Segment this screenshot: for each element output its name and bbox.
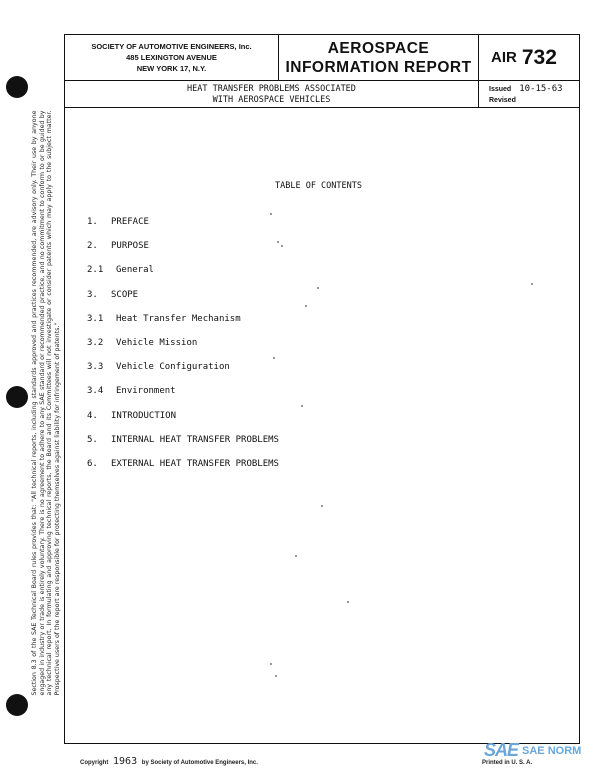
toc-item bbox=[87, 314, 279, 338]
toc-item bbox=[87, 386, 279, 410]
revised-label: Revised bbox=[489, 97, 516, 104]
scan-speck bbox=[321, 505, 323, 507]
toc-item-number: 3. bbox=[87, 289, 98, 300]
toc-item-number: 3.2 bbox=[87, 337, 104, 348]
publisher-street: 485 LEXINGTON AVENUE bbox=[126, 53, 217, 62]
toc-item bbox=[87, 362, 279, 386]
copyright-label: Copyright bbox=[80, 760, 109, 766]
toc-item-number: 5. bbox=[87, 434, 98, 445]
toc-list bbox=[87, 217, 279, 483]
report-number: 732 bbox=[521, 45, 557, 69]
toc-item-number: 4. bbox=[87, 410, 98, 421]
copyright-year: 1963 bbox=[113, 756, 138, 767]
document-frame bbox=[64, 34, 580, 744]
sae-logo-icon: SAE bbox=[484, 740, 519, 760]
toc-item-label: Vehicle Configuration bbox=[116, 362, 230, 373]
toc-item-label: General bbox=[116, 265, 154, 276]
toc-item-label: EXTERNAL HEAT TRANSFER PROBLEMS bbox=[111, 458, 279, 469]
scan-speck bbox=[281, 245, 283, 247]
scan-speck bbox=[301, 405, 303, 407]
toc-title: TABLE OF CONTENTS bbox=[275, 181, 362, 191]
watermark-text: SAE NORM bbox=[522, 744, 582, 757]
toc-item-number: 3.3 bbox=[87, 362, 104, 373]
report-title-line1: HEAT TRANSFER PROBLEMS ASSOCIATED bbox=[187, 84, 356, 94]
issued-date: 10-15-63 bbox=[519, 84, 563, 94]
report-prefix: AIR bbox=[491, 49, 517, 66]
issue-dates bbox=[479, 81, 579, 108]
disclaimer-text: Section 8.3 of the SAE Technical Board rules provides that: "All technical reports, including standards approved and practices recommended, are advisory only. Their use by anyone engaged in industry or trade is entirely voluntary. There is no agreement to adhere to any SAE standard or recommended practice, and no commitment to conform to or be guided by any technical report. In formulating and approving technical reports, the Board and its Committees will not investigate or consider patents which may apply to the subject matter. Prospective users of the report are responsible for protecting themselves against liability for infringement of patents." bbox=[30, 110, 61, 696]
report-type-line2: INFORMATION REPORT bbox=[285, 59, 472, 76]
report-title bbox=[65, 81, 479, 108]
printed-in: Printed in U. S. A. bbox=[482, 760, 533, 766]
toc-item-number: 1. bbox=[87, 217, 98, 227]
sae-norm-watermark bbox=[484, 740, 581, 761]
toc-item-label: PURPOSE bbox=[111, 241, 149, 252]
toc-item bbox=[87, 241, 279, 265]
issued-label: Issued bbox=[489, 86, 512, 93]
toc-item bbox=[87, 411, 279, 435]
copyright-holder: by Society of Automotive Engineers, Inc. bbox=[141, 760, 258, 766]
toc-item-label: Vehicle Mission bbox=[116, 337, 198, 348]
toc-item bbox=[87, 265, 279, 289]
toc-item-label: INTERNAL HEAT TRANSFER PROBLEMS bbox=[111, 434, 279, 445]
toc-item bbox=[87, 290, 279, 314]
publisher-city: NEW YORK 17, N.Y. bbox=[136, 64, 207, 73]
copyright-line bbox=[80, 756, 258, 767]
scan-speck bbox=[273, 357, 275, 359]
toc-item bbox=[87, 435, 279, 459]
scan-speck bbox=[305, 305, 307, 307]
toc-item-number: 6. bbox=[87, 458, 98, 469]
toc-item-label: INTRODUCTION bbox=[111, 410, 177, 421]
toc-item-label: Environment bbox=[116, 386, 176, 397]
toc-item-label: Heat Transfer Mechanism bbox=[116, 313, 241, 324]
scan-speck bbox=[270, 663, 272, 665]
publisher-block bbox=[65, 35, 279, 81]
scan-speck bbox=[295, 555, 297, 557]
scan-speck bbox=[317, 287, 319, 289]
report-title-line2: WITH AEROSPACE VEHICLES bbox=[212, 95, 331, 105]
scan-speck bbox=[277, 241, 279, 243]
toc-item-number: 2.1 bbox=[87, 265, 104, 276]
report-type-line1: AEROSPACE bbox=[327, 40, 430, 57]
toc-item bbox=[87, 338, 279, 362]
scan-speck bbox=[275, 675, 277, 677]
scan-speck bbox=[531, 283, 533, 285]
toc-item bbox=[87, 217, 279, 241]
toc-item-number: 3.1 bbox=[87, 313, 104, 324]
disclaimer-sidebar bbox=[24, 108, 68, 698]
toc-item-label: SCOPE bbox=[111, 289, 139, 300]
toc-item-number: 3.4 bbox=[87, 386, 104, 397]
scan-speck bbox=[270, 213, 272, 215]
binder-hole-top bbox=[6, 76, 28, 98]
toc-item bbox=[87, 459, 279, 483]
report-number-block bbox=[479, 35, 579, 81]
publisher-name: SOCIETY OF AUTOMOTIVE ENGINEERS, Inc. bbox=[91, 42, 252, 51]
scan-speck bbox=[347, 601, 349, 603]
toc-item-number: 2. bbox=[87, 241, 98, 252]
toc-item-label: PREFACE bbox=[111, 217, 149, 227]
report-type-block bbox=[279, 35, 479, 81]
